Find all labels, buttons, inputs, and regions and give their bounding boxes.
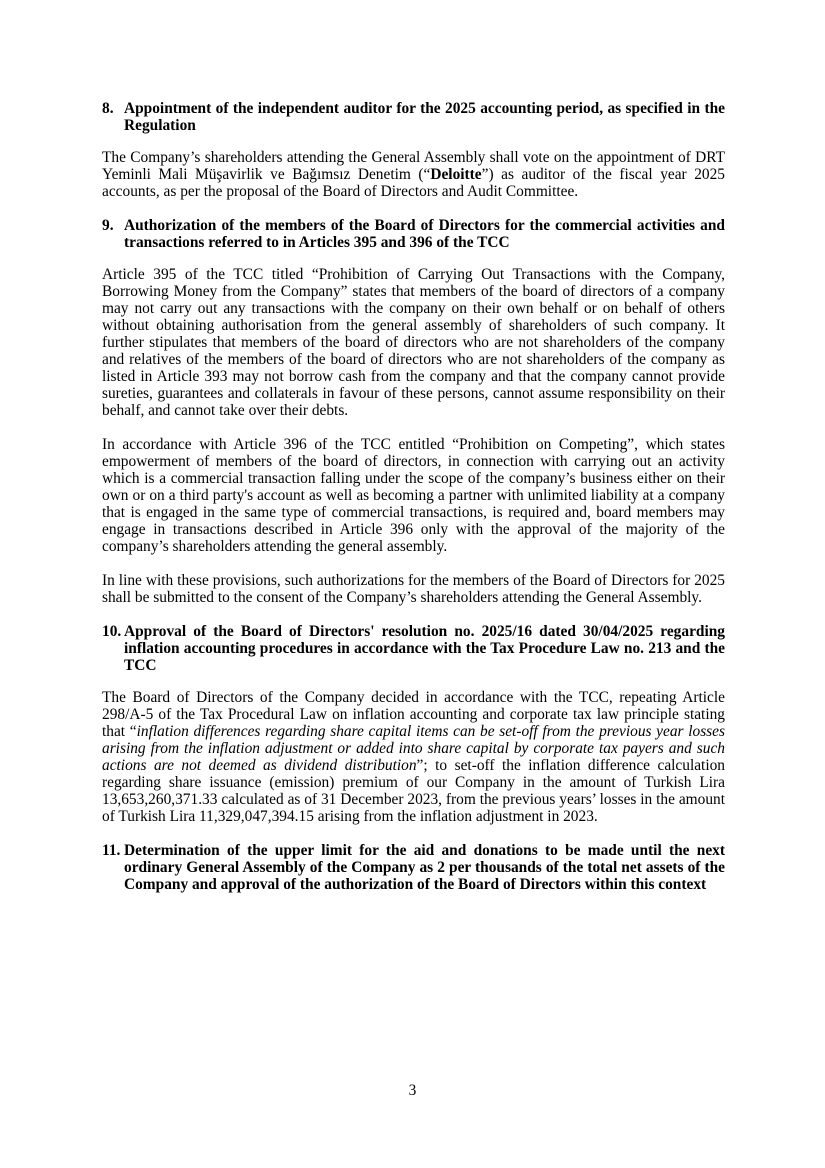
section-number: 10. — [102, 623, 122, 640]
section-number: 9. — [102, 217, 114, 234]
section-number: 8. — [102, 100, 114, 117]
section-title: Authorization of the members of the Board of Directors for the commercial activities and transactions referred to in Articles 395 and 396 of the TCC — [124, 217, 725, 251]
section-title: Determination of the upper limit for the aid and donations to be made until the next ordinary General Assembly of the Company as 2 per thousands of the total net assets of the Company and approval of the authorization of the Board of Directors within this context — [124, 842, 725, 893]
italic-quote-text: inflation differences regarding share capital items can be set-off from the previous year losses arising from the inflation adjustment or added into share capital by corporate tax payers and such actions are not deemed as dividend distribution — [102, 723, 725, 774]
section-heading-8 — [102, 100, 725, 134]
paragraph-auditor — [102, 149, 725, 200]
paragraph-text: ”; to set-off the inflation difference calculation regarding share issuance (emission) premium of our Company in the amount of Turkish Lira 13,653,260,371.33 calculated as of 31 December 2023, from the previous years’ losses in the amount of Turkish Lira 11,329,047,394.15 arising from the inflation adjustment in 2023. — [102, 757, 725, 825]
section-heading-9 — [102, 217, 725, 251]
section-heading-11 — [102, 842, 725, 893]
paragraph-inflation-accounting — [102, 689, 725, 825]
section-title: Appointment of the independent auditor for the 2025 accounting period, as specified in the Regulation — [124, 100, 725, 134]
section-heading-10 — [102, 623, 725, 674]
paragraph-article-395: Article 395 of the TCC titled “Prohibition of Carrying Out Transactions with the Company, Borrowing Money from the Company” states that members of the board of directors of a company may not carry out any transactions with the company on their own behalf or on behalf of others without obtaining authorisation from the general assembly of shareholders of such company. It further stipulates that members of the board of directors who are not shareholders of the company and relatives of the members of the board of directors who are not shareholders of the company as listed in Article 393 may not borrow cash from the company and that the company cannot provide sureties, guarantees and collaterals in favour of these persons, cannot assume responsibility on their behalf, and cannot take over their debts. — [102, 266, 725, 419]
page-number: 3 — [408, 1082, 417, 1099]
paragraph-text: ”) as auditor of the fiscal year 2025 accounts, as per the proposal of the Board of Directors and Audit Committee. — [102, 166, 725, 200]
paragraph-text: The Company’s shareholders attending the General Assembly shall vote on the appointment of DRT Yeminli Mali Müşavirlik ve Bağımsız Denetim (“ — [102, 149, 725, 183]
paragraph-text: The Board of Directors of the Company decided in accordance with the TCC, repeating Article 298/A-5 of the Tax Procedural Law on inflation accounting and corporate tax law principle stating that “ — [102, 689, 725, 740]
paragraph-authorizations: In line with these provisions, such authorizations for the members of the Board of Directors for 2025 shall be submitted to the consent of the Company’s shareholders attending the General Assembly. — [102, 572, 725, 606]
bold-text-deloitte: Deloitte — [430, 166, 482, 183]
page-content — [102, 100, 725, 893]
section-title: Approval of the Board of Directors' resolution no. 2025/16 dated 30/04/2025 regarding inflation accounting procedures in accordance with the Tax Procedure Law no. 213 and the TCC — [124, 623, 725, 674]
section-number: 11. — [102, 842, 121, 859]
paragraph-article-396: In accordance with Article 396 of the TCC entitled “Prohibition on Competing”, which states empowerment of members of the board of directors, in connection with carrying out an activity which is a commercial transaction falling under the scope of the company’s business either on their own or on a third party's account as well as becoming a partner with unlimited liability at a company that is engaged in the same type of commercial transactions, is required and, board members may engage in transactions described in Article 396 only with the approval of the majority of the company’s shareholders attending the general assembly. — [102, 436, 725, 555]
